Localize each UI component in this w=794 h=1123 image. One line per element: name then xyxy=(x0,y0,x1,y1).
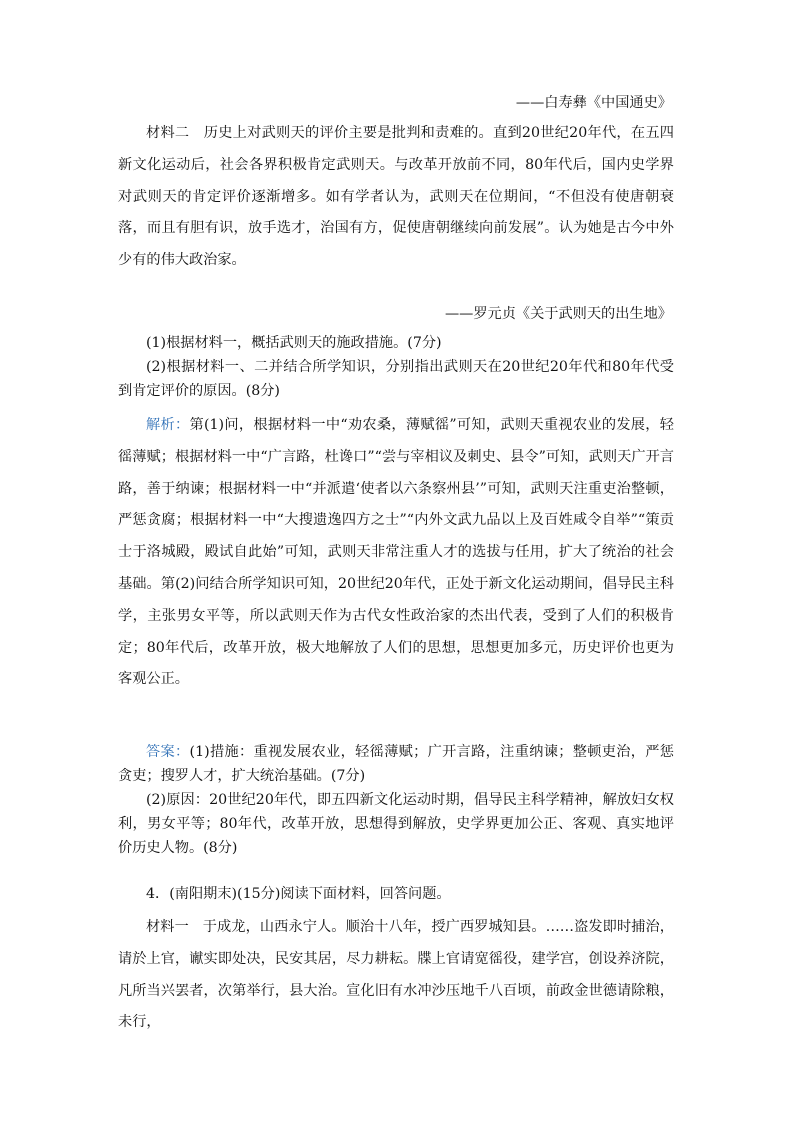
question-4-instruction: 阅读下面材料，回答问题。 xyxy=(280,886,451,902)
attribution-luo-yuanzhen: ——罗元贞《关于武则天的出生地》 xyxy=(444,306,672,322)
material-2-paragraph xyxy=(118,118,674,277)
analysis-text: 第(1)问，根据材料一中“劝农桑，薄赋徭”可知，武则天重视农业的发展，轻徭薄赋；根据材料一中“广言路，杜谗口”“尝与宰相议及刺史、县令”可知，武则天广开言路，善于纳谏；根据材料一中“并派遣‘使者以六条察州县’”可知，武则天注重吏治整顿，严惩贪腐；根据材料一中“大搜遗逸四方之士”“内外文武九品以上及百姓咸令自举”“策贡士于洛城殿，殿试自此始”可知，武则天非常注重人才的选拔与任用，扩大了统治的社会基础。第(2)问结合所学知识可知，20世纪20年代，正处于新文化运动期间，倡导民主科学，主张男女平等，所以武则天作为古代女性政治家的杰出代表，受到了人们的积极肯定；80年代后，改革开放，极大地解放了人们的思想，思想更加多元，历史评价也更为客观公正。 xyxy=(118,417,674,688)
material-2-label: 材料二 xyxy=(146,125,190,141)
questions-section xyxy=(118,331,674,403)
question-4-line xyxy=(118,882,674,906)
analysis-label: 解析： xyxy=(146,417,190,433)
answer-part-1-text: (1)措施：重视发展农业，轻徭薄赋；广开言路，注重纳谏；整顿吏治，严惩贪吏；搜罗人才，扩大统治基础。(7分) xyxy=(118,744,674,784)
material-2-text: 历史上对武则天的评价主要是批判和责难的。直到20世纪20年代，在五四新文化运动后，社会各界积极肯定武则天。与改革开放前不同，80年代后，国内史学界对武则天的肯定评价逐渐增多。如有学者认为，武则天在位期间，“不但没有使唐朝衰落，而且有胆有识，放手选才，治国有方，促使唐朝继续向前发展”。认为她是古今中外少有的伟大政治家。 xyxy=(118,125,674,269)
material-1-q4-text: 于成龙，山西永宁人。顺治十八年，授广西罗城知县。……盗发即时捕治，请於上官，谳实即处决，民安其居，尽力耕耘。牒上官请宽徭役，建学宫，创设养济院，凡所当兴罢者，次第举行，县大治。宣化旧有水冲沙压地千八百顷，前政金世德请除粮，未行， xyxy=(118,919,674,1031)
attribution-bai-shouyi: ——白寿彝《中国通史》 xyxy=(515,95,672,111)
material-1-q4-label: 材料一 xyxy=(146,919,189,935)
answer-part-1 xyxy=(118,740,674,788)
question-4-heading xyxy=(118,882,674,906)
answer-part-2: (2)原因：20世纪20年代，即五四新文化运动时期，倡导民主科学精神，解放妇女权利，男女平等；80年代，改革开放，思想得到解放，史学界更加公正、客观、真实地评价历史人物。(8分) xyxy=(118,792,674,856)
answer-label: 答案： xyxy=(146,744,190,760)
answer-section xyxy=(118,740,674,860)
question-4-source: (南阳期末)(15分) xyxy=(169,886,281,902)
material-1-q4-paragraph xyxy=(118,912,674,1039)
analysis-paragraph xyxy=(118,410,674,696)
question-4-number: 4． xyxy=(146,886,170,902)
question-2: (2)根据材料一、二并结合所学知识，分别指出武则天在20世纪20年代和80年代受到肯定评价的原因。(8分) xyxy=(118,359,674,399)
question-1: (1)根据材料一，概括武则天的施政措施。(7分) xyxy=(146,335,442,351)
